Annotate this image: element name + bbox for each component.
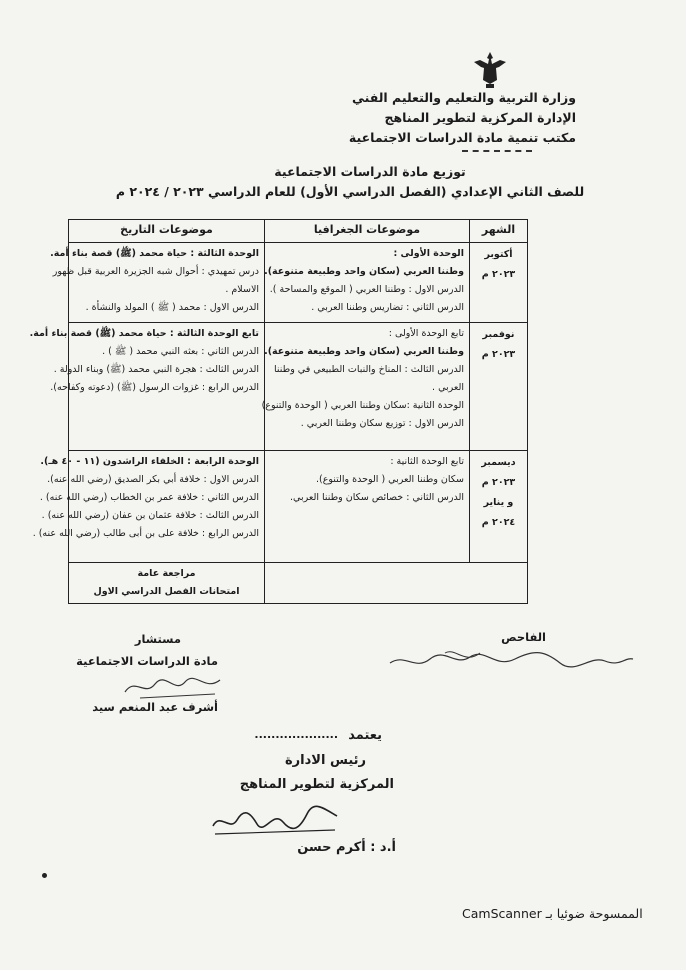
eagle-emblem-icon xyxy=(472,50,508,90)
advisor-signature-icon xyxy=(120,672,230,702)
header-month: الشهر xyxy=(470,220,528,243)
history-cell: الوحدة الرابعة : الخلفاء الراشدون (١١ - ٤٠ هـ). الدرس الاول : خلافة أبي بكر الصديق (رضي الله عنه). الدرس الثاني : خلافة عمر بن الخطاب (رضي الله عنه) . الدرس الثالث : خلافة عثمان بن عفان (رضي الله عنه) . الدرس الرابع : خلافة على بن أبى طالب (رضي الله عنه) . xyxy=(69,451,265,563)
ministry-name: وزارة التربية والتعليم والتعليم الفني xyxy=(351,90,576,105)
geography-cell: تابع الوحدة الثانية : سكان وطننا العربي ( الوحدة والتنوع). الدرس الثاني : خصائص سكان وطننا العربي. xyxy=(265,451,470,563)
table-header-row xyxy=(69,220,528,243)
scan-dot xyxy=(42,873,47,878)
curriculum-table xyxy=(29,219,528,604)
history-cell: الوحدة الثالثة : حياة محمد (ﷺ) قصة بناء أمة. درس تمهيدي : أحوال شبه الجزيرة العربية قبل ظهور الاسلام . الدرس الاول : محمد ( ﷺ ) المولد والنشأة . xyxy=(69,243,265,323)
header-divider xyxy=(462,150,532,152)
head-name: أ.د : أكرم حسن xyxy=(297,840,396,855)
ministry-header xyxy=(276,88,576,148)
administration-name: الإدارة المركزية لتطوير المناهج xyxy=(384,110,576,125)
history-cell: تابع الوحدة الثالثة : حياة محمد (ﷺ) قصة بناء أمة. الدرس الثاني : بعثه النبي محمد ( ﷺ ) . الدرس الثالث : هجرة النبي محمد (ﷺ) وبناء الدولة . الدرس الرابع : غزوات الرسول (ﷺ) (دعوته وكفاحه). xyxy=(69,323,265,451)
final-row xyxy=(69,563,528,604)
reviewer-signature-icon xyxy=(385,645,635,675)
month-cell: أكتوبر ٢٠٢٣ م xyxy=(470,243,528,323)
approved-label: يعتمد xyxy=(348,728,382,743)
head-department: المركزية لتطوير المناهج xyxy=(239,777,394,792)
table-row xyxy=(69,323,528,451)
final-cell: مراجعة عامة امتحانات الفصل الدراسي الاول xyxy=(69,563,265,604)
advisor-subject: مادة الدراسات الاجتماعية xyxy=(76,654,218,668)
reviewer-title: الفاحص xyxy=(501,630,546,644)
office-name: مكتب تنمية مادة الدراسات الاجتماعية xyxy=(348,130,576,145)
month-cell: نوفمبر ٢٠٢٣ م xyxy=(470,323,528,451)
month-cell: ديسمبر ٢٠٢٣ م و يناير ٢٠٢٤ م xyxy=(470,451,528,563)
header-history: موضوعات التاريخ xyxy=(69,220,265,243)
document-title: توزيع مادة الدراسات الاجتماعية xyxy=(274,164,466,179)
table-row xyxy=(69,451,528,563)
document-subtitle: للصف الثاني الإعدادي (الفصل الدراسي الأول) للعام الدراسي ٢٠٢٣ / ٢٠٢٤ م xyxy=(115,184,585,199)
scanner-footer: الممسوحة ضوئيا بـ CamScanner xyxy=(462,906,643,921)
approved-dots: .................... xyxy=(254,728,338,741)
head-signature-icon xyxy=(205,802,345,838)
geography-cell: الوحدة الأولى : وطننا العربي (سكان واحد وطبيعة متنوعة). الدرس الاول : وطننا العربي ( الموقع والمساحة ). الدرس الثاني : تضاريس وطننا العربي . xyxy=(265,243,470,323)
head-title: رئيس الادارة xyxy=(285,753,366,768)
advisor-title: مستشار xyxy=(134,632,181,646)
advisor-name: أشرف عبد المنعم سيد xyxy=(92,700,218,714)
geography-cell: تابع الوحدة الأولى : وطننا العربي (سكان واحد وطبيعة متنوعة). الدرس الثالث : المناخ والنبات الطبيعي في وطننا العربي . الوحدة الثانية :سكان وطننا العربي ( الوحدة والتنوع) الدرس الاول : توزيع سكان وطننا العربي . xyxy=(265,323,470,451)
final-empty-cell xyxy=(265,563,528,604)
header-geography: موضوعات الجغرافيا xyxy=(265,220,470,243)
table-row xyxy=(69,243,528,323)
